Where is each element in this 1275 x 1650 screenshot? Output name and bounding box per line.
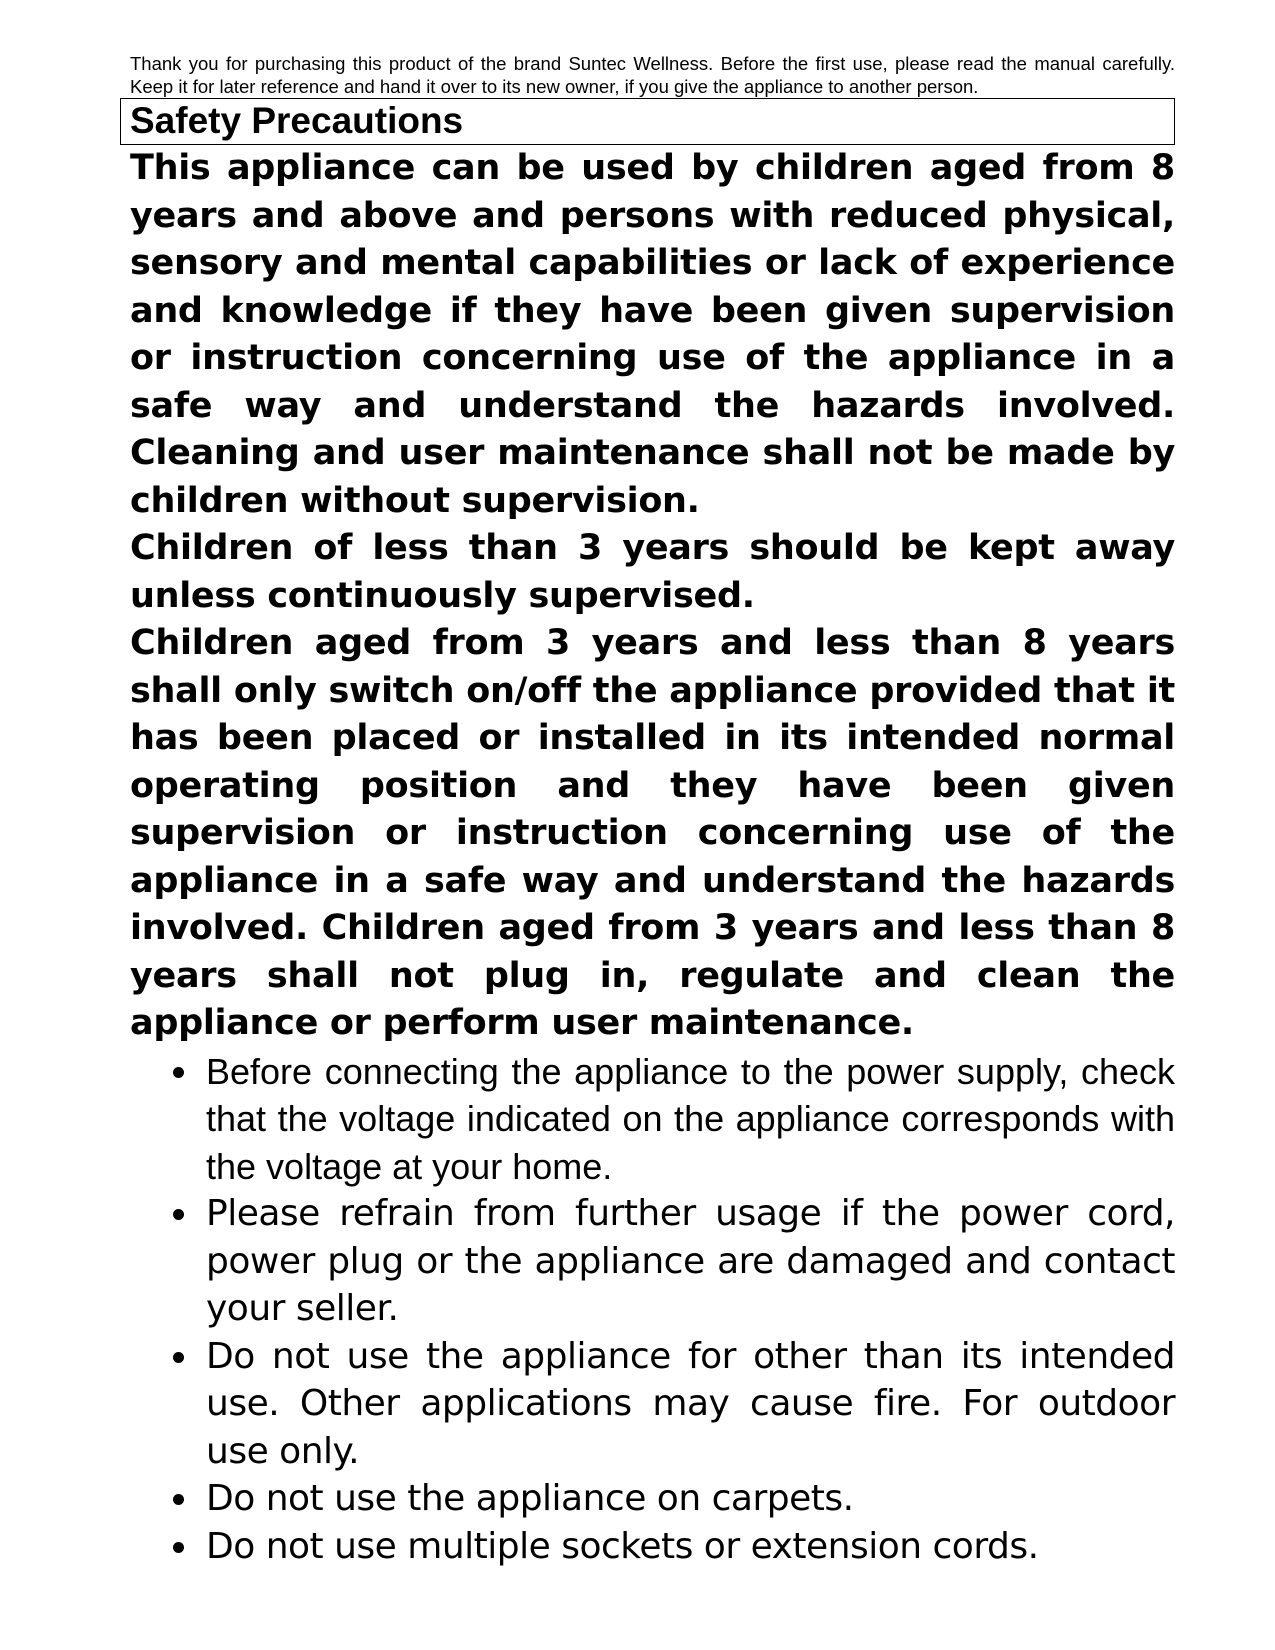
list-item-text: Do not use the appliance on carpets.	[206, 1478, 854, 1519]
list-item	[130, 1523, 1175, 1571]
bullet-icon	[173, 1542, 184, 1553]
warning-paragraph-children-3: Children of less than 3 years should be kept away unless continuously supervised.	[130, 528, 1175, 616]
warning-paragraph-children-8: This appliance can be used by children aged from 8 years and above and persons with reduced physical, sensory and mental capabilities or lack of experience and knowledge if they have been given supervision or instruction concerning use of the appliance in a safe way and understand the hazards involved. Cleaning and user maintenance shall not be made by children without supervision.	[130, 148, 1175, 521]
bullet-icon	[173, 1067, 184, 1078]
intro-paragraph: Thank you for purchasing this product of the brand Suntec Wellness. Before the first use, please read the manual carefully. Keep it for later reference and hand it over to its new owner, if you give the appliance to another person.	[130, 53, 1175, 97]
bullet-icon	[173, 1209, 184, 1220]
list-item-text: Please refrain from further usage if the power cord, power plug or the appliance are damaged and contact your seller.	[206, 1193, 1175, 1329]
manual-page	[130, 52, 1175, 1570]
list-item	[130, 1475, 1175, 1523]
bullet-icon	[173, 1494, 184, 1505]
section-title: Safety Precautions	[120, 98, 1175, 145]
list-item	[130, 1048, 1175, 1191]
warning-paragraph-children-3-to-8: Children aged from 3 years and less than 8 years shall only switch on/off the appliance provided that it has been placed or installed in its intended normal operating position and they have been given supervision or instruction concerning use of the appliance in a safe way and understand the hazards involved. Children aged from 3 years and less than 8 years shall not plug in, regulate and clean the appliance or perform user maintenance.	[130, 623, 1175, 1043]
safety-bullet-list	[130, 1048, 1175, 1571]
list-item	[130, 1190, 1175, 1333]
bullet-icon	[173, 1352, 184, 1363]
list-item-text: Do not use the appliance for other than its intended use. Other applications may cause fire. For outdoor use only.	[206, 1335, 1175, 1472]
list-item-text: Before connecting the appliance to the power supply, check that the voltage indicated on the appliance corresponds with the voltage at your home.	[206, 1050, 1175, 1187]
list-item-text: Do not use multiple sockets or extension cords.	[206, 1525, 1039, 1567]
list-item	[130, 1333, 1175, 1476]
